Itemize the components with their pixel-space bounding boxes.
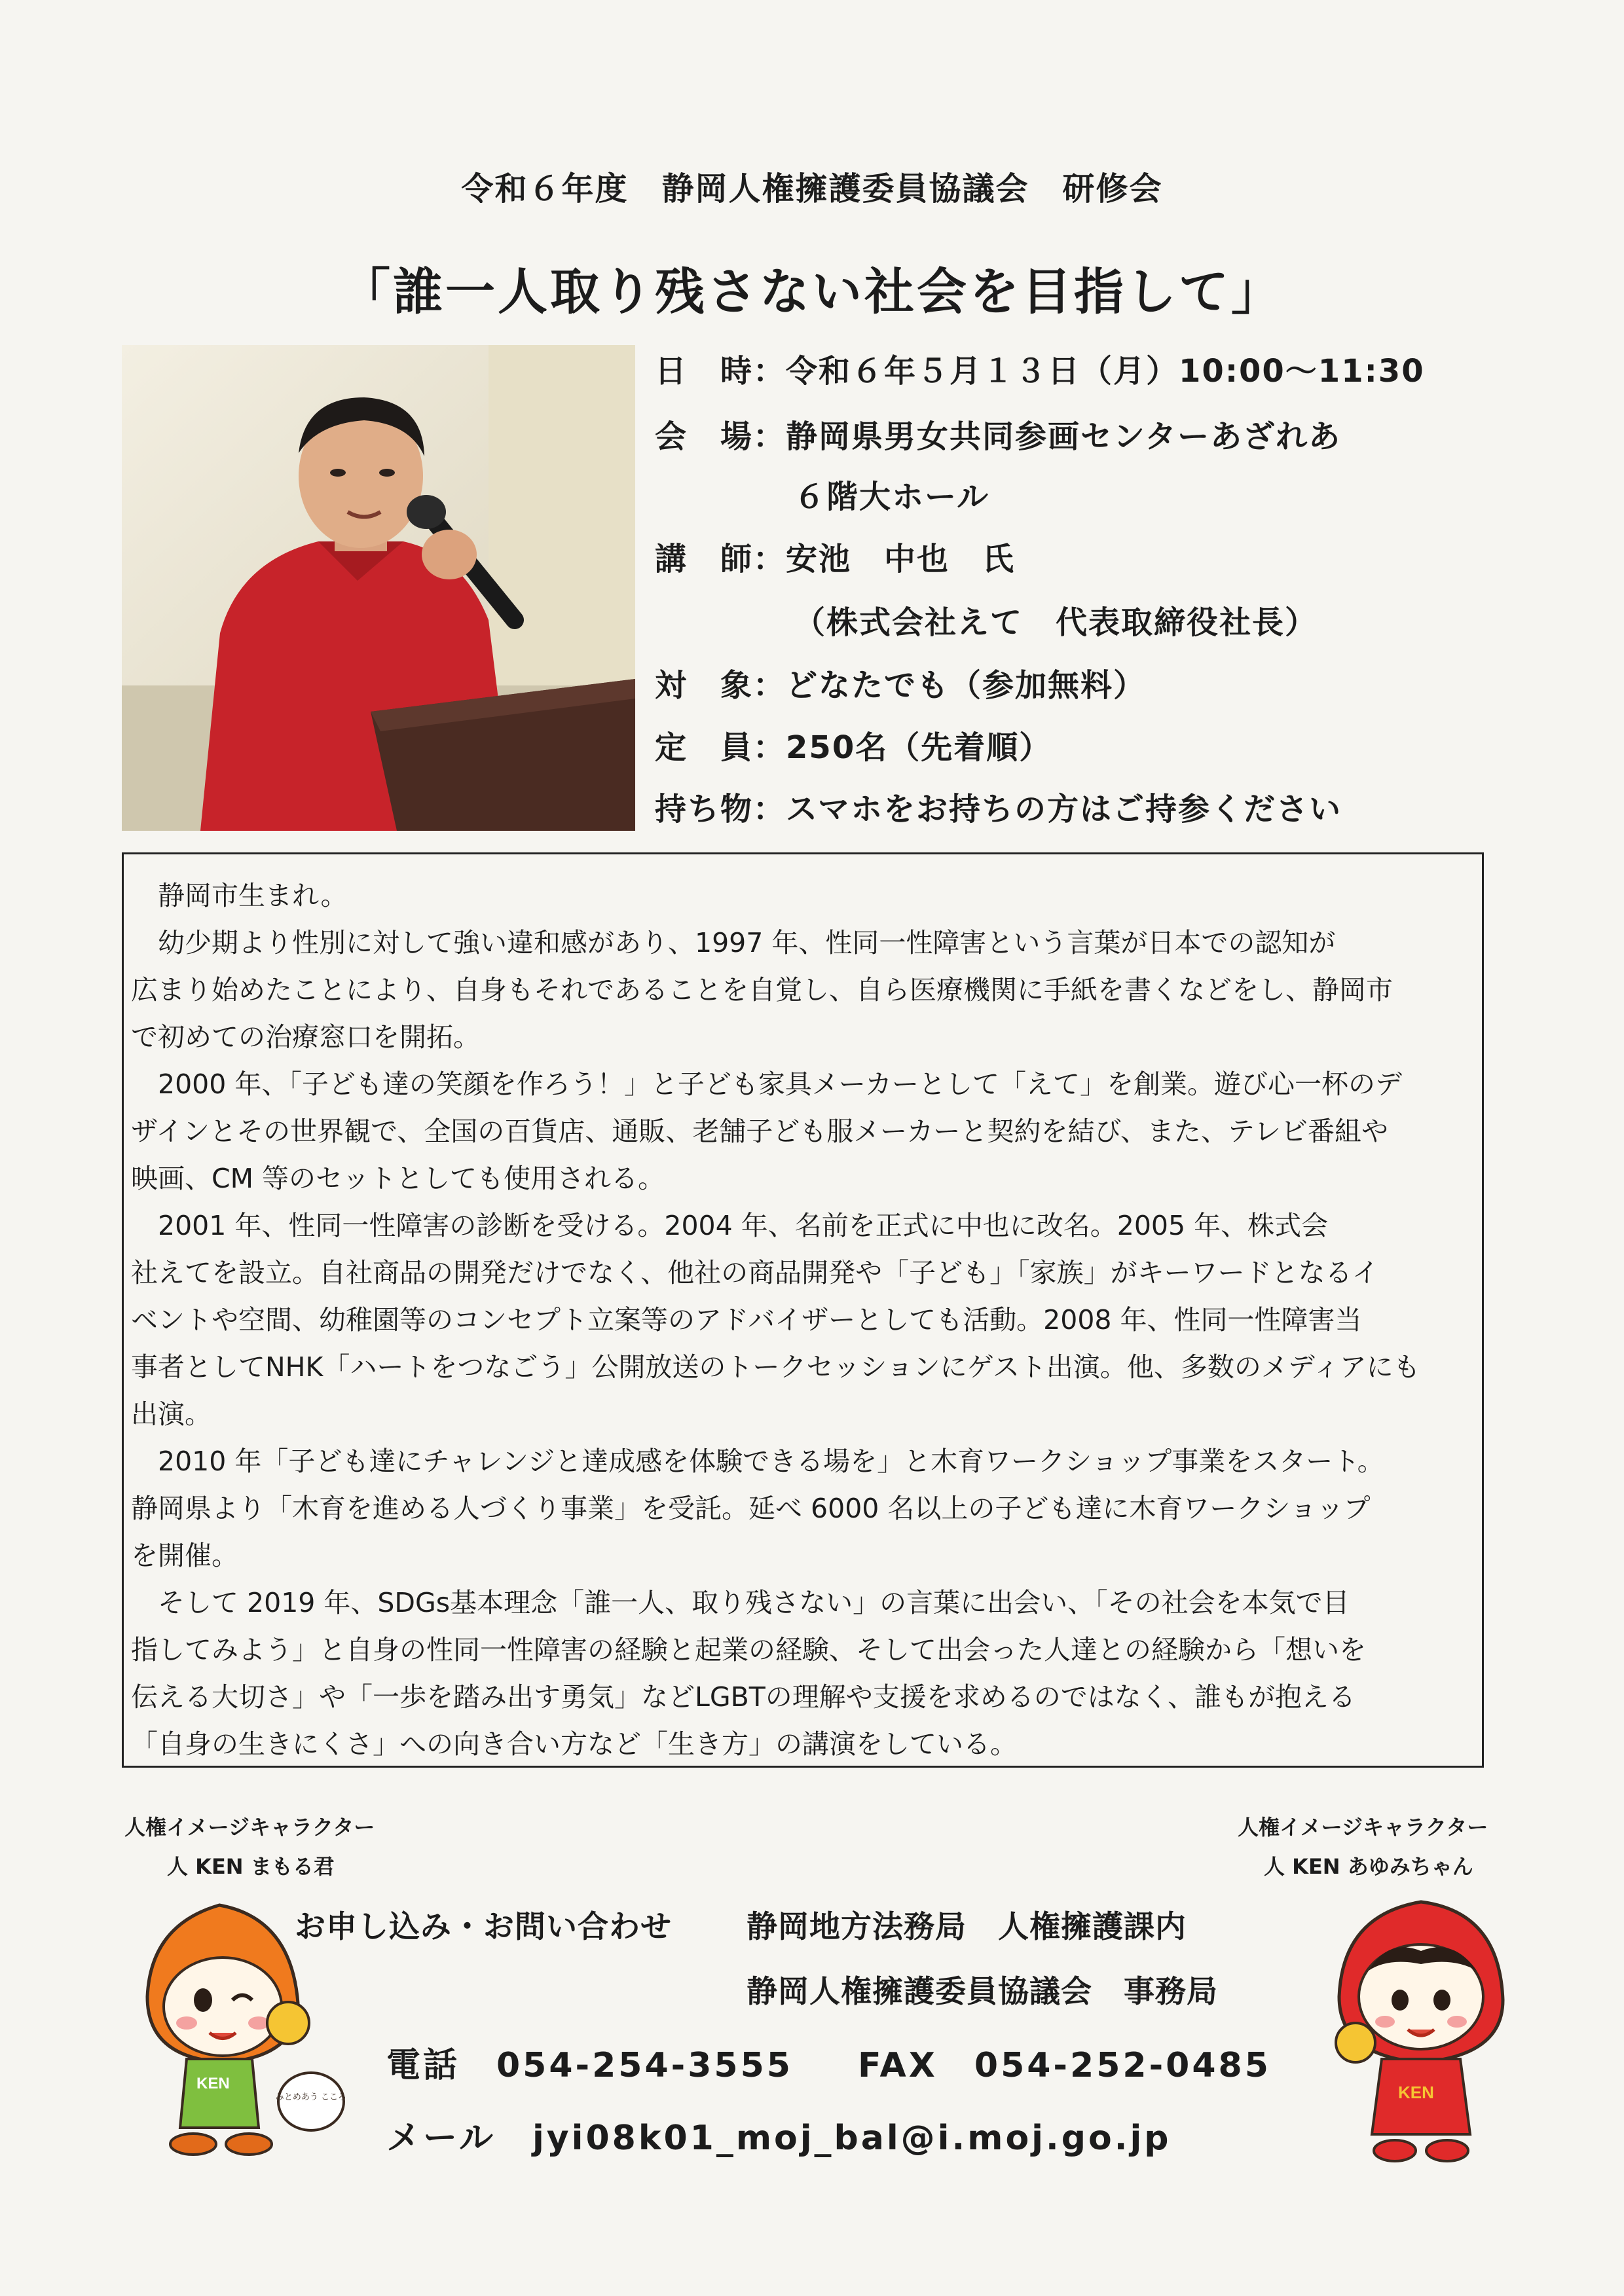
mascot-ayumi-icon (1323, 1892, 1519, 2174)
speaker-value: 安池 中也 氏 (786, 541, 1016, 577)
bio-line: 2000 年、「子ども達の笑顔を作ろう！」と子ども家具メーカーとして「えて」を創業。遊び心一杯のデ (131, 1068, 1403, 1100)
left-character-name: 人 KEN まもる君 (167, 1854, 335, 1879)
bio-line: 伝える大切さ」や「一歩を踏み出す勇気」などLGBTの理解や支援を求めるのではなく、誰もが抱える (131, 1681, 1356, 1713)
contact-phone: 電話 054-254-3555 (386, 2046, 793, 2085)
badge-text: みとめあう こころ (275, 2092, 347, 2102)
contact-org1: 静岡地方法務局 人権擁護課内 (747, 1909, 1187, 1945)
speaker-photo (122, 345, 635, 831)
bio-line: 映画、CM 等のセットとしても使用される。 (131, 1163, 665, 1194)
right-character-caption: 人権イメージキャラクター (1238, 1815, 1488, 1840)
bio-line: 事者としてNHK「ハートをつなごう」公開放送のトークセッションにゲスト出演。他、多数のメディアにも (131, 1351, 1420, 1383)
datetime-label: 日 時： (655, 353, 786, 390)
info-speaker-title: （株式会社えて 代表取締役社長） (794, 604, 1318, 641)
right-character-name: 人 KEN あゆみちゃん (1264, 1854, 1473, 1879)
bio-line: 出演。 (131, 1398, 212, 1430)
target-value: どなたでも（参加無料） (786, 667, 1147, 704)
capacity-value: 250名（先着順） (786, 729, 1052, 766)
bio-line: を開催。 (131, 1540, 238, 1571)
bio-line: 「自身の生きにくさ」への向き合い方など「生き方」の講演をしている。 (131, 1728, 1017, 1760)
bio-line: 社えてを設立。自社商品の開発だけでなく、他社の商品開発や「子ども」「家族」がキーワードとなるイ (131, 1257, 1379, 1288)
bio-line: 2001 年、性同一性障害の診断を受ける。2004 年、名前を正式に中也に改名。2005 年、株式会 (131, 1210, 1329, 1241)
event-title: 「誰一人取り残さない社会を目指して」 (341, 263, 1283, 321)
bio-line: で初めての治療窓口を開拓。 (131, 1021, 480, 1053)
venue-label: 会 場： (655, 418, 786, 455)
speaker-label: 講 師： (655, 541, 786, 577)
contact-label: お申し込み・お問い合わせ (295, 1909, 672, 1945)
bio-line: 2010 年「子ども達にチャレンジと達成感を体験できる場を」と木育ワークショップ事業をスタート。 (131, 1446, 1384, 1477)
bio-line: ベントや空間、幼稚園等のコンセプト立案等のアドバイザーとしても活動。2008 年、性同一性障害当 (131, 1304, 1362, 1336)
info-venue-line2: ６階大ホール (794, 479, 990, 515)
bio-line: 静岡県より「木育を進める人づくり事業」を受託。延べ 6000 名以上の子ども達に木育ワークショップ (131, 1493, 1371, 1524)
mascot-ken-label: KEN (196, 2075, 230, 2092)
contact-org2: 静岡人権擁護委員協議会 事務局 (747, 1974, 1218, 2010)
info-speaker (655, 534, 1015, 579)
bring-value: スマホをお持ちの方はご持参ください (786, 791, 1342, 828)
bio-line: ザインとその世界観で、全国の百貨店、通販、老舗子ども服メーカーと契約を結び、また、テレビ番組や (131, 1116, 1389, 1147)
info-target (655, 660, 1146, 705)
info-capacity (655, 722, 1052, 767)
capacity-label: 定 員： (655, 729, 786, 766)
bio-line: 指してみよう」と自身の性同一性障害の経験と起業の経験、そして出会った人達との経験から「想いを (131, 1634, 1366, 1666)
info-datetime (655, 346, 1425, 391)
venue-value: 静岡県男女共同参画センターあざれあ (786, 418, 1342, 455)
bio-line: 幼少期より性別に対して強い違和感があり、1997 年、性同一性障害という言葉が日本での認知が (131, 927, 1336, 958)
contact-fax: FAX 054-252-0485 (858, 2046, 1271, 2085)
target-label: 対 象： (655, 667, 786, 704)
datetime-value: 令和６年５月１３日（月）10:00～11:30 (786, 353, 1425, 390)
event-subtitle: 令和６年度 静岡人権擁護委員協議会 研修会 (461, 170, 1163, 208)
left-character-caption: 人権イメージキャラクター (124, 1815, 375, 1840)
mascot-ken-label: KEN (1398, 2083, 1434, 2102)
bring-label: 持ち物： (655, 791, 786, 828)
bio-line: 静岡市生まれ。 (131, 880, 348, 911)
info-bring (655, 784, 1342, 829)
bio-line: 広まり始めたことにより、自身もそれであることを自覚し、自ら医療機関に手紙を書くなどをし、静岡市 (131, 974, 1393, 1006)
contact-email: メール jyi08k01_moj_bal@i.moj.go.jp (386, 2119, 1172, 2158)
info-venue (655, 411, 1341, 456)
badge-icon (275, 2069, 347, 2134)
bio-line: そして 2019 年、SDGs基本理念「誰一人、取り残さない」の言葉に出会い、「その社会を本気で目 (131, 1587, 1350, 1618)
